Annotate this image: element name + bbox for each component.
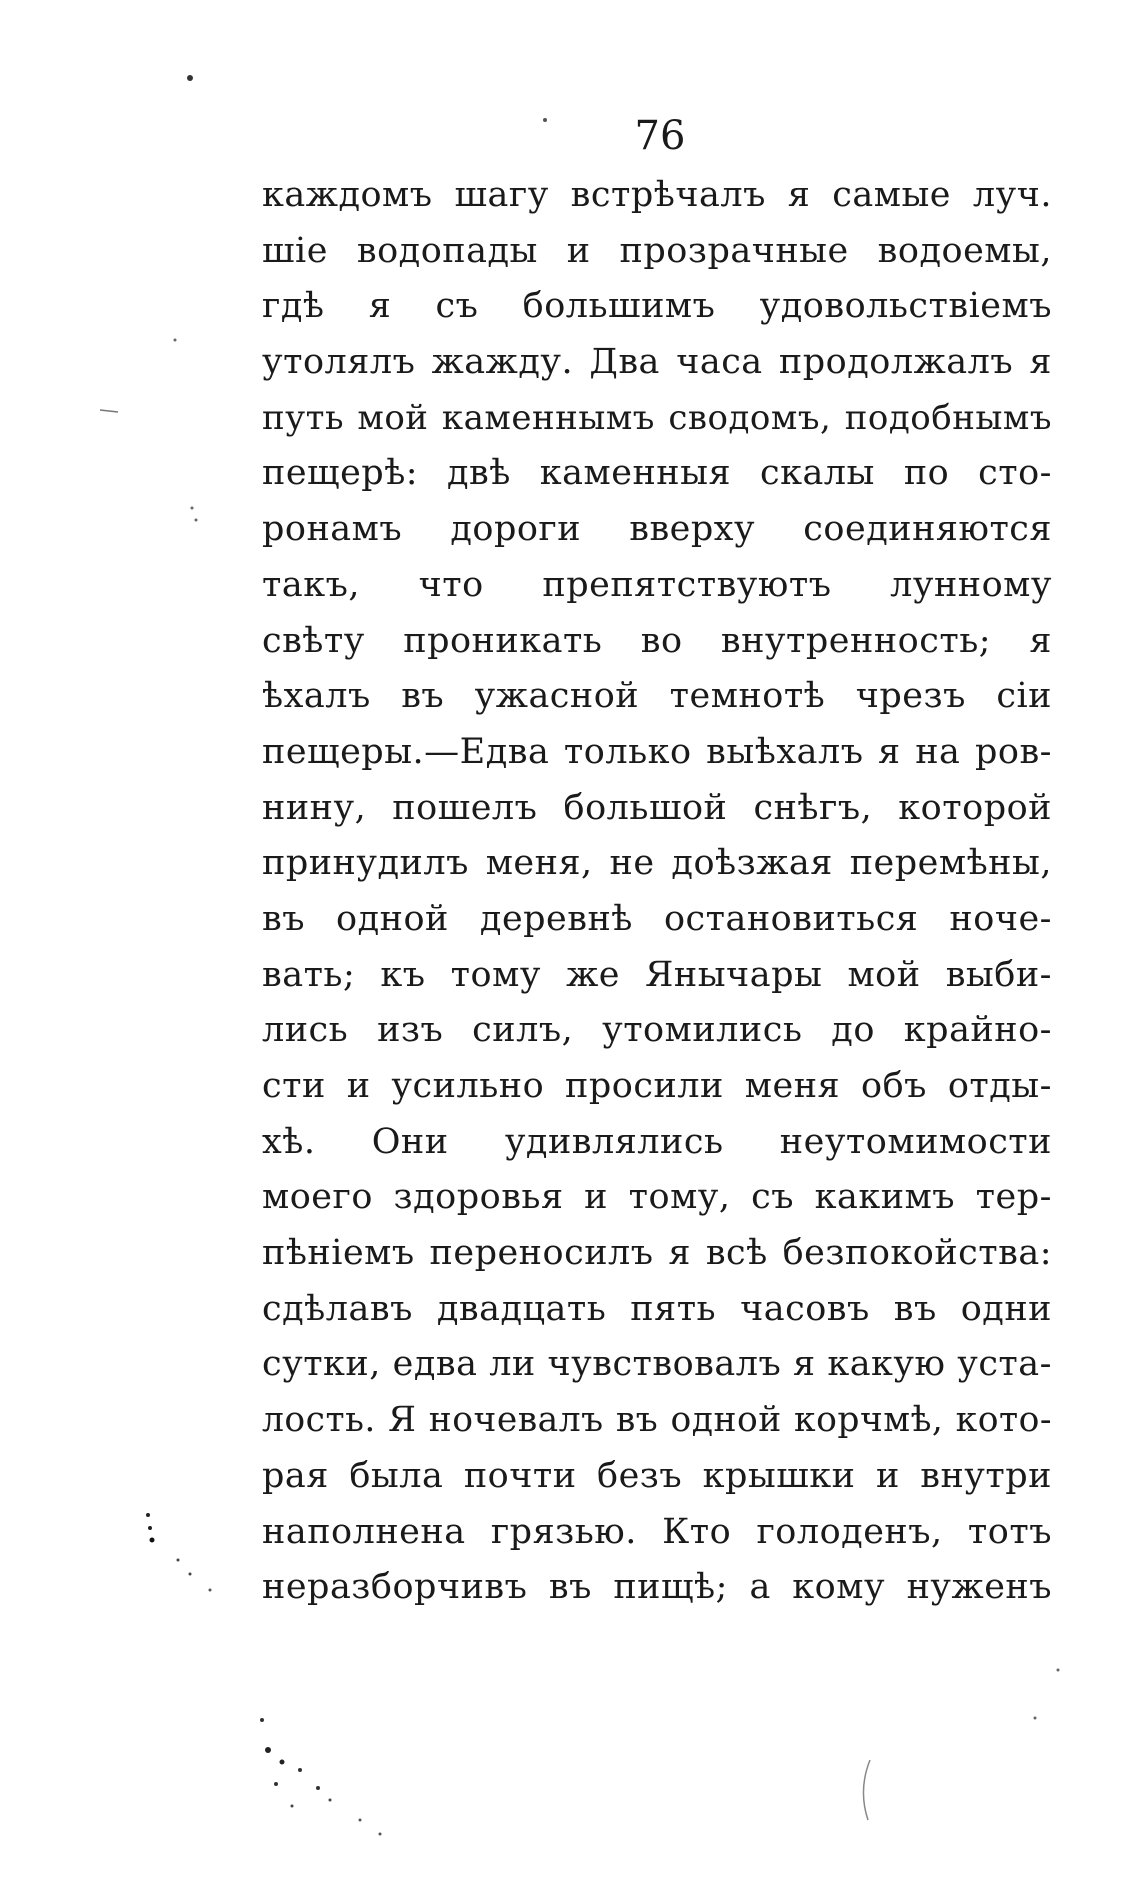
text-line: сутки, едва ли чувствовалъ я какую уста-	[262, 1344, 1052, 1385]
text-line: утолялъ жажду. Два часа продолжалъ я	[262, 342, 1052, 383]
text-line: вать; къ тому же Янычары мой выби-	[262, 954, 1052, 995]
text-line: сти и усильно просили меня объ отды-	[262, 1066, 1052, 1106]
page-number: 76	[634, 113, 686, 159]
text-line: нину, пошелъ большой снѣгъ, которой	[262, 787, 1052, 828]
text-line: путь мой каменнымъ сводомъ, подобнымъ	[262, 397, 1052, 438]
text-line: лость. Я ночевалъ въ одной корчмѣ, кото-	[262, 1400, 1052, 1441]
text-line: каждомъ шагу встрѣчалъ я самые луч.	[262, 175, 1052, 215]
text-line: хѣ. Они удивлялись неутомимости	[262, 1121, 1052, 1162]
text-line: пещерѣ: двѣ каменныя скалы по сто-	[262, 453, 1052, 494]
text-line: моего здоровья и тому, съ какимъ тер-	[262, 1177, 1052, 1218]
text-line: свѣту проникать во внутренность; я	[262, 620, 1052, 661]
text-line: сдѣлавъ двадцать пять часовъ въ одни	[262, 1288, 1052, 1329]
text-line: принудилъ меня, не доѣзжая перемѣны,	[262, 843, 1052, 884]
text-line: пещеры.—Едва только выѣхалъ я на ров-	[262, 731, 1052, 772]
text-line: такъ, что препятствуютъ лунному	[262, 564, 1052, 605]
text-line: ронамъ дороги вверху соединяются	[262, 509, 1052, 550]
text-line: пѣніемъ переносилъ я всѣ безпокойства:	[262, 1233, 1052, 1274]
text-line: ѣхалъ въ ужасной темнотѣ чрезъ сіи	[262, 676, 1052, 717]
text-line: гдѣ я съ большимъ удовольствіемъ	[262, 286, 1052, 327]
text-line: наполнена грязью. Кто голоденъ, тотъ	[262, 1511, 1052, 1552]
body-text	[262, 168, 1052, 1616]
text-line: шіе водопады и прозрачные водоемы,	[262, 230, 1052, 271]
text-line: въ одной деревнѣ остановиться ноче-	[262, 898, 1052, 939]
text-line: лись изъ силъ, утомились до крайно-	[262, 1010, 1052, 1051]
text-line: неразборчивъ въ пищѣ; а кому нуженъ	[262, 1567, 1052, 1608]
text-line: рая была почти безъ крышки и внутри	[262, 1455, 1052, 1496]
